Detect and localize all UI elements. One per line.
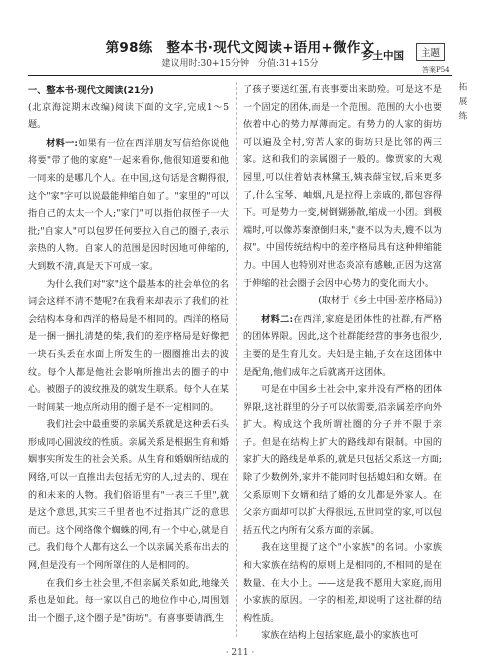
topic-badge: 主题 bbox=[416, 43, 445, 61]
material-1-paragraph-4 bbox=[28, 576, 229, 629]
answer-reference: 答案P54 bbox=[422, 66, 450, 74]
topic-name: 乡土中国 bbox=[362, 50, 404, 62]
left-column bbox=[28, 82, 229, 628]
material-2-paragraph-2: 可是在中国乡土社会中,家并没有严格的团体界限,这社群里的分子可以依需要,沿亲属差序向外扩大。构成这个我所谓社圈的分子并不限于亲子。但是在结构上扩大的路线却有限制。中国的家扩大的路线是单系的,就是只包括父系这一方面;除了少数例外,家并不能同时包括媳妇和女婿。在父系原则下女婿和结了婚的女儿都是外家人。在父亲方面却可以扩大得很远,五世同堂的家,可以包括五代之内所有父系方面的亲属。 bbox=[243, 385, 442, 536]
material-2-paragraph-4: 家族在结构上包括家庭,最小的家族也可 bbox=[261, 631, 419, 642]
material-2-paragraph-3: 我在这里提了这个"小家族"的名词。小家族和大家族在结构的原则上是相同的,不相同的是在数量、在大小上。——这是我不愿用大家庭,而用小家族的原因。一字的相差,却说明了这社群的结构性质。 bbox=[243, 543, 442, 624]
material-1-paragraph-4-text: 在我们乡土社会里,不但亲属关系如此,地缘关系也是如此。每一家以自己的地位作中心,周围划出一个圈子,这个圈子是"街坊"。有喜事要请酒,生 bbox=[28, 578, 229, 624]
material-2-first-text: 在西洋,家庭是团体性的社群,有严格的团体界限。因此,这个社群能经营的事务也很少,主要的是生育儿女。夫妇是主轴,子女在这团体中是配角,他们成年之后就离开这团体。 bbox=[243, 314, 442, 378]
header-rule bbox=[28, 75, 452, 76]
right-column bbox=[243, 82, 442, 646]
continuation-text: 了孩子要送红蛋,有丧事要出来助殓。可是这不是一个固定的团体,而是一个范围。范围的大小也要依着中心的势力厚薄而定。有势力的人家的街坊可以遍及全村,穷苦人家的街坊只是比邻的两三家。这和我们的亲属圈子一般的。像贾家的大观园里,可以住着姑表林黛玉,姨表薛宝钗,后来更多了,什么宝琴、岫烟,凡是拉得上亲戚的,都包容得下。可是势力一变,树倒猢狲散,缩成一小团。到极端时,可以像苏秦潦倒归来,"妻不以为夫,嫂不以为叔"。中国传统结构中的差序格局具有这种伸缩能力。中国人也特别对世态炎凉有感触,正因为这富于伸缩的社会圈子会因中心势力的变化而大小。 bbox=[243, 85, 442, 289]
material-1-source: (取材于《乡土中国·差序格局》) bbox=[318, 296, 442, 307]
material-1-paragraph-2: 为什么我们对"家"这个最基本的社会单位的名词会这样不清不楚呢?在我看来却表示了我们的社会结构本身和西洋的格局是不相同的。西洋的格局是一捆一捆扎清楚的柴,我们的差序格局是好像把一块石头丢在水面上所发生的一圈圈推出去的波纹。每个人都是他社会影响所推出去的圈子的中心。被圈子的波纹推及的就发生联系。每个人在某一时间某一地点所动用的圈子是不一定相同的。 bbox=[28, 279, 229, 413]
page-number: · 211 · bbox=[225, 648, 255, 658]
column-divider bbox=[236, 82, 237, 637]
material-2-label: 材料二: bbox=[261, 313, 294, 325]
section-intro: (北京海淀期末改编)阅读下面的文字,完成1～5题。 bbox=[28, 102, 229, 131]
material-1-paragraph-3: 我们社会中最重要的亲属关系就是这种丢石头形成同心圆波纹的性质。亲属关系是根据生育和婚姻事实所发生的社会关系。从生育和婚姻所结成的网络,可以一直推出去包括无穷的人,过去的、现在的和未来的人物。我们俗语里有"一表三千里",就是这个意思,其实三千里者也不过指其广泛的意思而已。这个网络像个蜘蛛的网,有一个中心,就是自己。我们每个人都有这么一个以亲属关系布出去的网,但是没有一个网所罩住的人是相同的。 bbox=[28, 420, 229, 572]
side-tab-label: 拓展练 bbox=[457, 82, 467, 126]
topic-box bbox=[362, 42, 450, 74]
material-1-first-text: 如果有一位在西洋朋友写信给你说他将要"带了他的家庭"一起来看你,他很知道要和他一同来的是哪几个人。在中国,这句话是含糊得很,这个"家"字可以说最能伸缩自如了。"家里的"可以指自己的太太一个人;"家门"可以指伯叔侄子一大批;"自家人"可以包罗任何要拉入自己的圈子,表示亲热的人物。自家人的范围是因时因地可伸缩的,大到数不清,真是天下可成一家。 bbox=[28, 138, 229, 272]
exercise-title: 第98练 整本书·现代文阅读+语用+微作文 bbox=[105, 40, 375, 56]
material-1-continuation bbox=[243, 82, 442, 293]
material-1-paragraph-1 bbox=[28, 135, 229, 277]
time-score-info: 建议用时:30+15分钟 分值:31+15分 bbox=[161, 59, 319, 69]
material-1-label: 材料一: bbox=[46, 137, 78, 149]
material-2-paragraph-1 bbox=[243, 311, 442, 382]
section-heading: 一、整本书·现代文阅读(21分) bbox=[28, 85, 154, 96]
